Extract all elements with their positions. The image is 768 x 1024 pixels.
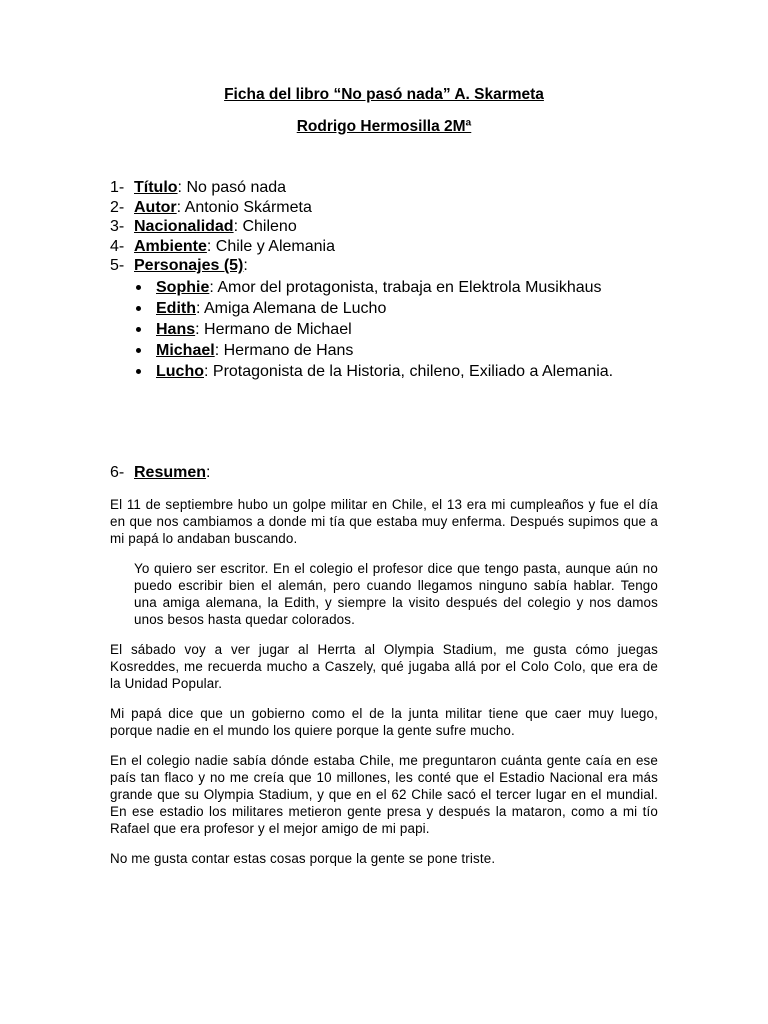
bullet-icon (136, 327, 141, 332)
field-title (110, 178, 670, 198)
character-name: Sophie (156, 278, 210, 296)
student-name: Rodrigo Hermosilla 2Mª (296, 118, 472, 135)
summary-paragraph: No me gusta contar estas cosas porque la gente se pone triste. (110, 851, 496, 866)
book-fields (110, 178, 670, 383)
field-key: Nacionalidad (134, 218, 234, 236)
bullet-icon (136, 348, 141, 353)
character-name: Hans (156, 321, 196, 339)
field-nationality (110, 217, 670, 237)
field-key: Resumen (134, 464, 207, 481)
summary-paragraph: Mi papá dice que un gobierno como el de la junta militar tiene que caer muy luego, porque nadie en el mundo los quiere porque la gente sufre mucho. (110, 706, 658, 738)
field-number: 6- (110, 464, 125, 481)
summary-paragraph: El 11 de septiembre hubo un golpe militar en Chile, el 13 era mi cumpleaños y fue el día en que nos cambiamos a donde mi tía que estaba muy enferma. Después supimos que a mi papá lo andaban buscando. (110, 497, 658, 546)
list-item (110, 299, 670, 319)
bullet-icon (136, 306, 141, 311)
field-number: 5- (110, 257, 125, 275)
character-description: : Protagonista de la Historia, chileno, Exiliado a Alemania. (204, 363, 614, 381)
field-key: Título (134, 179, 178, 196)
summary-paragraph: En el colegio nadie sabía dónde estaba Chile, me preguntaron cuánta gente caía en ese país tan flaco y no me creía que 10 millones, les conté que el Estadio Nacional era más grande que su Olympia Stadium, y que en el 62 Chile sacó el tercer lugar en el mundial. En ese estadio los militares metieron gente presa y después la mataron, como a mi tío Rafael que era profesor y el mejor amigo de mi papi. (110, 753, 658, 836)
list-item (110, 362, 670, 382)
field-value: : No pasó nada (177, 179, 287, 196)
field-key: Personajes (5) (134, 257, 244, 275)
list-item (110, 320, 670, 340)
character-description: : Hermano de Michael (195, 321, 352, 339)
field-key: Ambiente (134, 237, 207, 255)
list-item (110, 341, 670, 361)
field-setting (110, 237, 670, 257)
field-key: Autor (134, 198, 177, 216)
character-name: Edith (156, 300, 196, 318)
character-name: Michael (156, 342, 215, 360)
character-description: : Hermano de Hans (214, 342, 354, 360)
bullet-icon (136, 369, 141, 374)
field-number: 4- (110, 237, 125, 255)
field-author (110, 198, 670, 218)
summary-paragraph: Yo quiero ser escritor. En el colegio el profesor dice que tengo pasta, aunque aún no puedo escribir bien el alemán, pero cuando llegamos ninguno sabía hablar. Tengo una amiga alemana, la Edith, y siempre la visito después del colegio y nos damos unos besos hasta quedar colorados. (134, 561, 658, 627)
field-characters (110, 256, 670, 276)
field-value: : Chile y Alemania (206, 237, 335, 255)
character-description: : Amiga Alemana de Lucho (196, 300, 387, 318)
field-number: 1- (110, 179, 125, 196)
summary-text (110, 496, 658, 880)
field-number: 3- (110, 218, 125, 236)
field-value: : Antonio Skármeta (176, 198, 312, 216)
list-item (110, 278, 670, 298)
character-list (110, 278, 670, 382)
field-value: : (206, 464, 211, 481)
summary-paragraph: El sábado voy a ver jugar al Herrta al Olympia Stadium, me gusta cómo juegas Kosreddes, me recuerda mucho a Caszely, qué jugaba allá por el Colo Colo, que era de la Unidad Popular. (110, 642, 658, 691)
character-description: : Amor del protagonista, trabaja en Elektrola Musikhaus (209, 278, 602, 296)
field-value: : Chileno (233, 218, 297, 236)
document-title: Ficha del libro “No pasó nada” A. Skarmeta (224, 86, 544, 103)
bullet-icon (136, 285, 141, 290)
character-name: Lucho (156, 363, 204, 381)
field-number: 2- (110, 198, 125, 216)
summary-heading (110, 463, 210, 483)
field-value: : (243, 257, 248, 275)
